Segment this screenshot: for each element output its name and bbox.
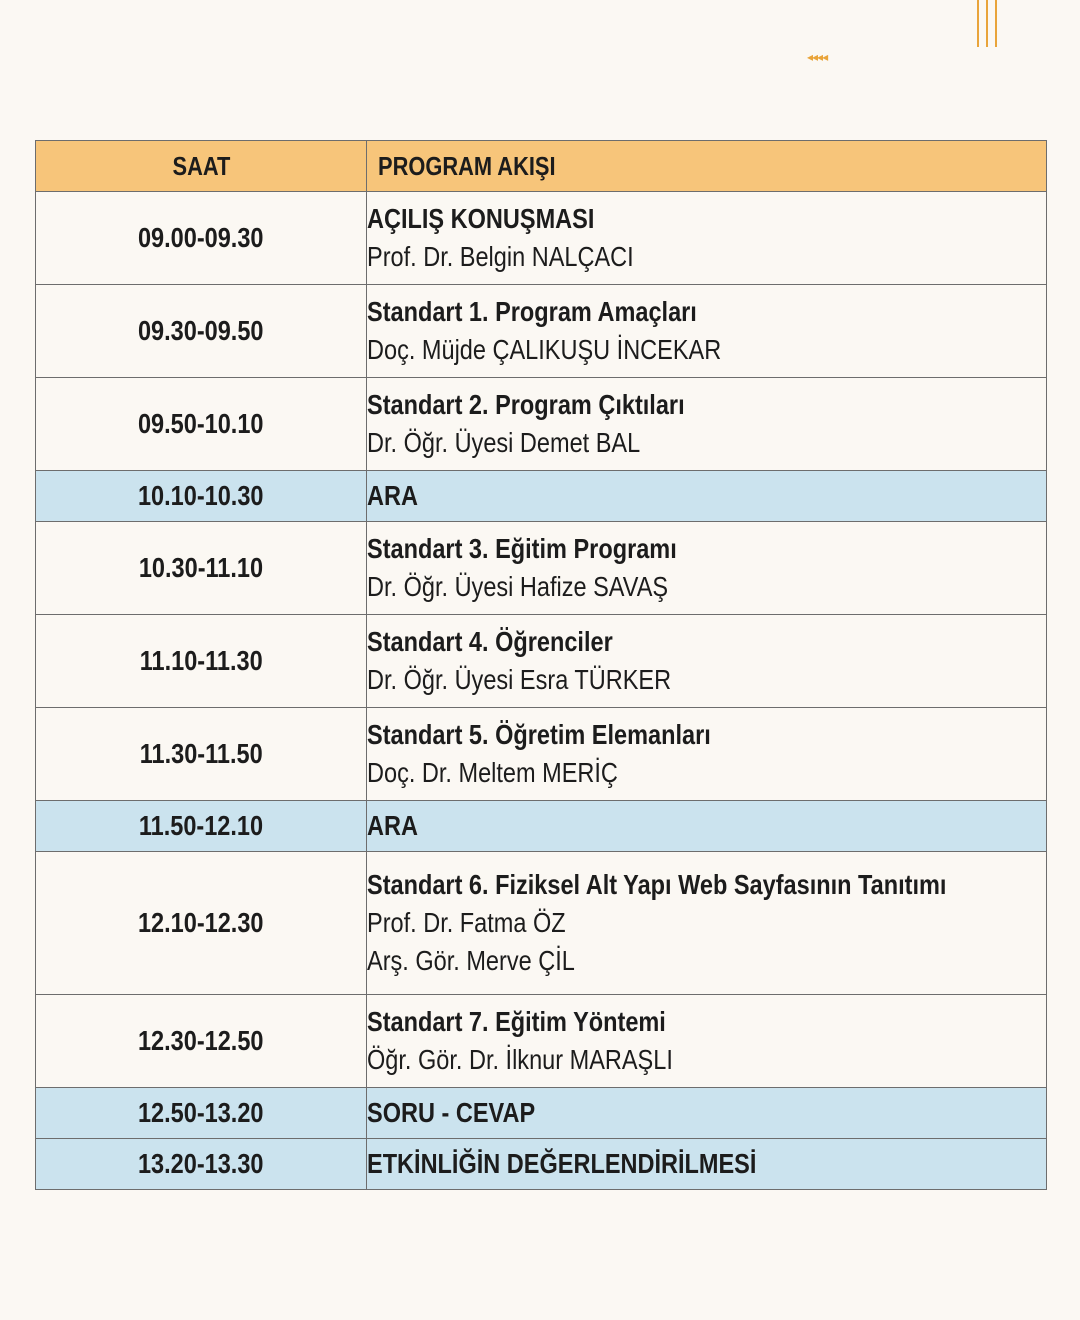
decorative-arrows-icon: ◂◂◂◂ (807, 50, 828, 64)
table-row (36, 285, 1047, 378)
session-details: SORU - CEVAP (367, 1088, 1047, 1139)
session-time: 11.50-12.10 (36, 801, 367, 852)
table-row (36, 852, 1047, 995)
header-time: SAAT (36, 141, 367, 192)
session-time: 09.00-09.30 (36, 192, 367, 285)
session-details: ARA (367, 471, 1047, 522)
session-details: Standart 5. Öğretim Elemanları Doç. Dr. Meltem MERİÇ (367, 708, 1047, 801)
session-time: 13.20-13.30 (36, 1139, 367, 1190)
table-header-row (36, 141, 1047, 192)
session-details: ETKİNLİĞİN DEĞERLENDİRİLMESİ (367, 1139, 1047, 1190)
table-row-break (36, 801, 1047, 852)
session-details: Standart 7. Eğitim Yöntemi Öğr. Gör. Dr. İlknur MARAŞLI (367, 995, 1047, 1088)
session-details: Standart 4. Öğrenciler Dr. Öğr. Üyesi Esra TÜRKER (367, 615, 1047, 708)
session-time: 10.30-11.10 (36, 522, 367, 615)
table-row (36, 708, 1047, 801)
session-time: 12.30-12.50 (36, 995, 367, 1088)
schedule-body (36, 192, 1047, 1190)
session-time: 12.10-12.30 (36, 852, 367, 995)
header-program: PROGRAM AKIŞI (367, 141, 1047, 192)
table-row (36, 615, 1047, 708)
session-time: 11.10-11.30 (36, 615, 367, 708)
session-time: 12.50-13.20 (36, 1088, 367, 1139)
table-row (36, 378, 1047, 471)
session-time: 09.30-09.50 (36, 285, 367, 378)
session-details: Standart 2. Program Çıktıları Dr. Öğr. Üyesi Demet BAL (367, 378, 1047, 471)
table-row-break (36, 471, 1047, 522)
session-time: 09.50-10.10 (36, 378, 367, 471)
decorative-vertical-lines (977, 0, 999, 47)
session-details: ARA (367, 801, 1047, 852)
table-row (36, 522, 1047, 615)
session-time: 10.10-10.30 (36, 471, 367, 522)
session-details: Standart 1. Program Amaçları Doç. Müjde ÇALIKUŞU İNCEKAR (367, 285, 1047, 378)
session-details: AÇILIŞ KONUŞMASI Prof. Dr. Belgin NALÇACI (367, 192, 1047, 285)
session-details: Standart 3. Eğitim Programı Dr. Öğr. Üyesi Hafize SAVAŞ (367, 522, 1047, 615)
session-time: 11.30-11.50 (36, 708, 367, 801)
table-row-break (36, 1139, 1047, 1190)
table-row-break (36, 1088, 1047, 1139)
session-details: Standart 6. Fiziksel Alt Yapı Web Sayfasının Tanıtımı Prof. Dr. Fatma ÖZ Arş. Gör. Merve ÇİL (367, 852, 1047, 995)
table-row (36, 192, 1047, 285)
table-row (36, 995, 1047, 1088)
program-schedule-table (35, 140, 1047, 1190)
